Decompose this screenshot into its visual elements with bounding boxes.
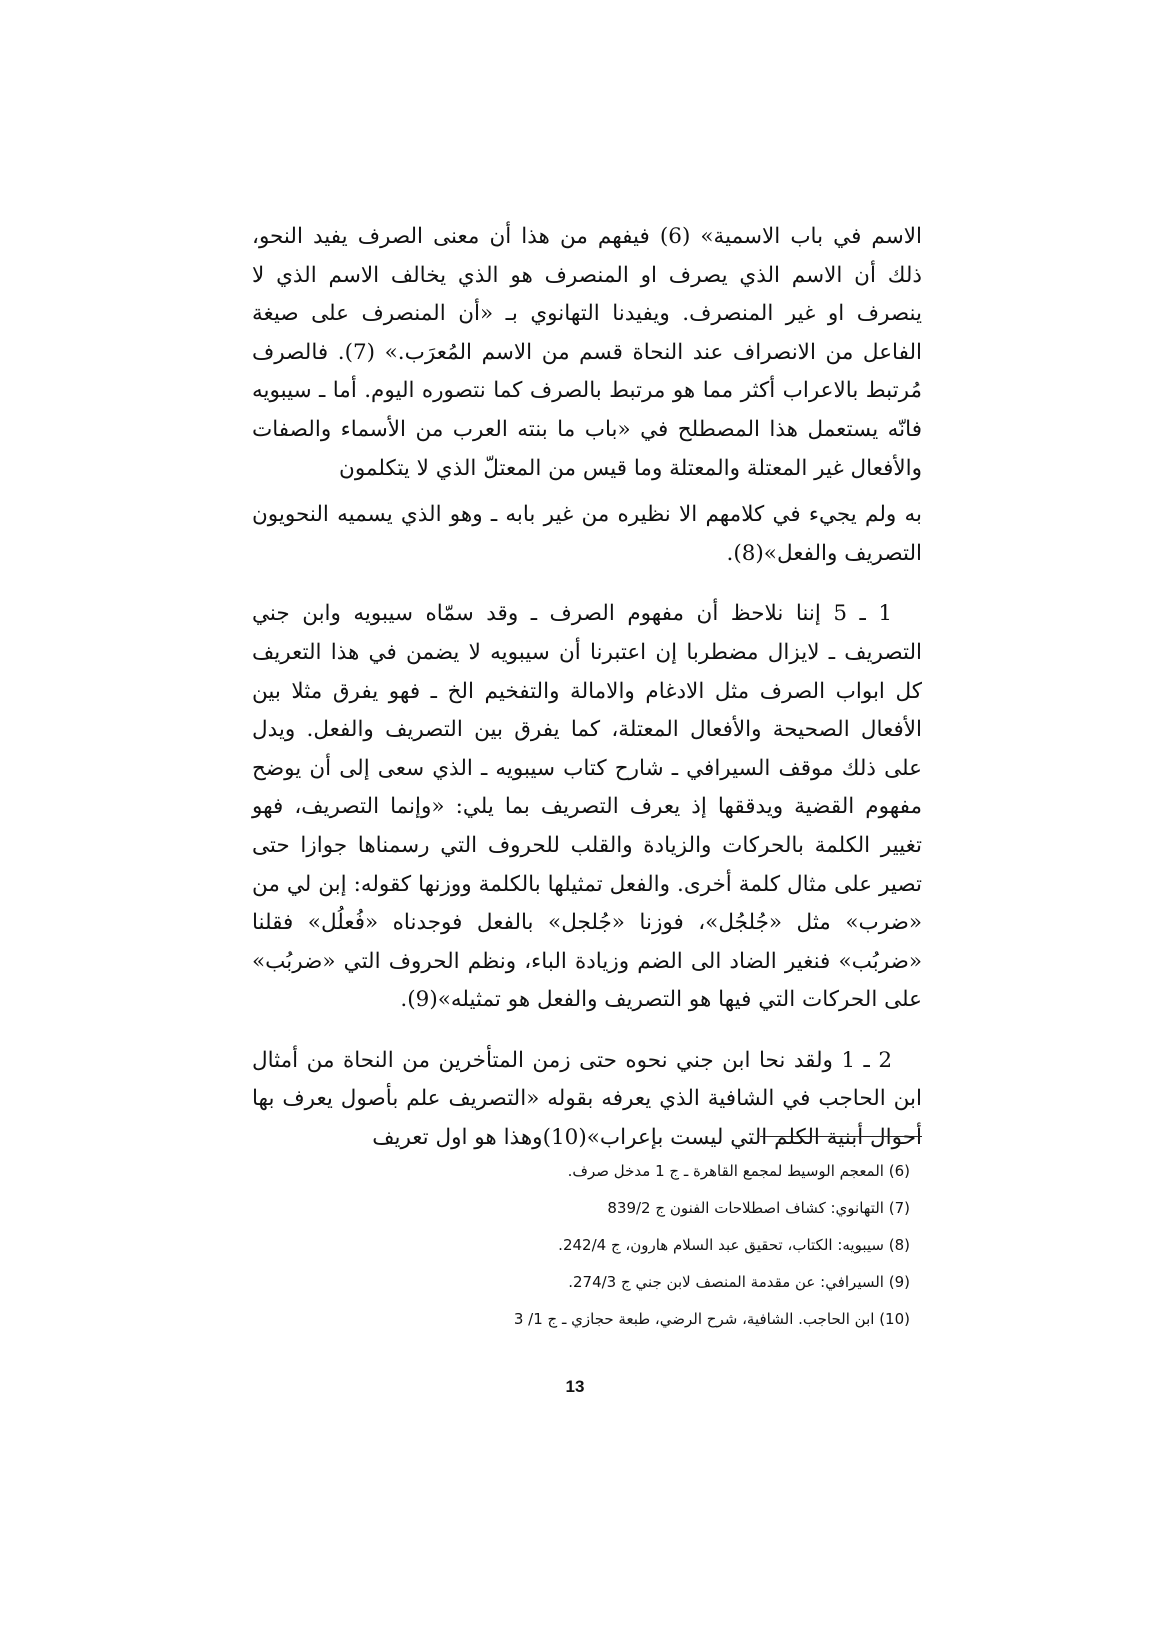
paragraph-section-2-1: 2 ـ 1 ولقد نحا ابن جني نحوه حتى زمن المتأخرين من النحاة من أمثال ابن الحاجب في الشافية الذي يعرفه بقوله «التصريف علم بأصول يعرف بها أحوال أبنية الكلم التي ليست بإعراب»(10)وهذا هو اول تعريف: [252, 1047, 922, 1151]
footnote-8: (8) سيبويه: الكتاب، تحقيق عبد السلام هارون، ج 242/4.: [558, 1236, 910, 1254]
paragraph-continuation: الاسم في باب الاسمية» (6) فيفهم من هذا أن معنى الصرف يفيد النحو، ذلك أن الاسم الذي يصرف او المنصرف هو الذي يخالف الاسم الذي لا ينصرف او غير المنصرف. ويفيدنا التهانوي بـ «أن المنصرف على صيغة الفاعل من الانصراف عند النحاة قسم من الاسم المُعرَب.» (7). فالصرف مُرتبط بالاعراب أكثر مما هو مرتبط بالصرف كما نتصوره اليوم. أما ـ سيبويه فانّه يستعمل هذا المصطلح في «باب ما بنته العرب من الأسماء والصفات والأفعال غير المعتلة والمعتلة وما قيس من المعتلّ الذي لا يتكلمون: [252, 224, 922, 481]
footnote-7: (7) التهانوي: كشاف اصطلاحات الفنون ج 839/2: [607, 1199, 910, 1217]
footnote-divider: [760, 1136, 922, 1137]
main-text-block: [252, 218, 922, 1158]
footnote-6: (6) المعجم الوسيط لمجمع القاهرة ـ ج 1 مدخل صرف.: [567, 1162, 910, 1180]
footnote-10: (10) ابن الحاجب. الشافية، شرح الرضي، طبعة حجازي ـ ج 1/ 3: [513, 1310, 910, 1328]
paragraph-section-1-5: 1 ـ 5 إننا نلاحظ أن مفهوم الصرف ـ وقد سمّاه سيبويه وابن جني التصريف ـ لايزال مضطربا إن اعتبرنا أن سيبويه لا يضمن في هذا التعريف كل ابواب الصرف مثل الادغام والامالة والتفخيم الخ ـ فهو يفرق مثلا بين الأفعال الصحيحة والأفعال المعتلة، كما يفرق بين التصريف والفعل. ويدل على ذلك موقف السيرافي ـ شارح كتاب سيبويه ـ الذي سعى إلى أن يوضح مفهوم القضية ويدققها إذ يعرف التصريف بما يلي: «وإنما التصريف، فهو تغيير الكلمة بالحركات والزيادة والقلب للحروف التي رسمناها جوازا حتى تصير على مثال كلمة أخرى. والفعل تمثيلها بالكلمة ووزنها كقوله: إبن لي من «ضرب» مثل «جُلجُل»، فوزنا «جُلجل» بالفعل فوجدناه «فُعلُل» فقلنا «ضربُب» فنغير الضاد الى الضم وزيادة الباء، ونظم الحروف التي «ضربُب» على الحركات التي فيها هو التصريف والفعل هو تمثيله»(9).: [252, 601, 922, 1013]
footnote-9: (9) السيرافي: عن مقدمة المنصف لابن جني ج 274/3.: [568, 1273, 910, 1291]
paragraph-continuation-end: به ولم يجيء في كلامهم الا نظيره من غير بابه ـ وهو الذي يسميه النحويون التصريف والفعل»(8).: [252, 502, 922, 566]
page-number: 13: [565, 1377, 585, 1396]
footnotes-block: [440, 1153, 910, 1338]
